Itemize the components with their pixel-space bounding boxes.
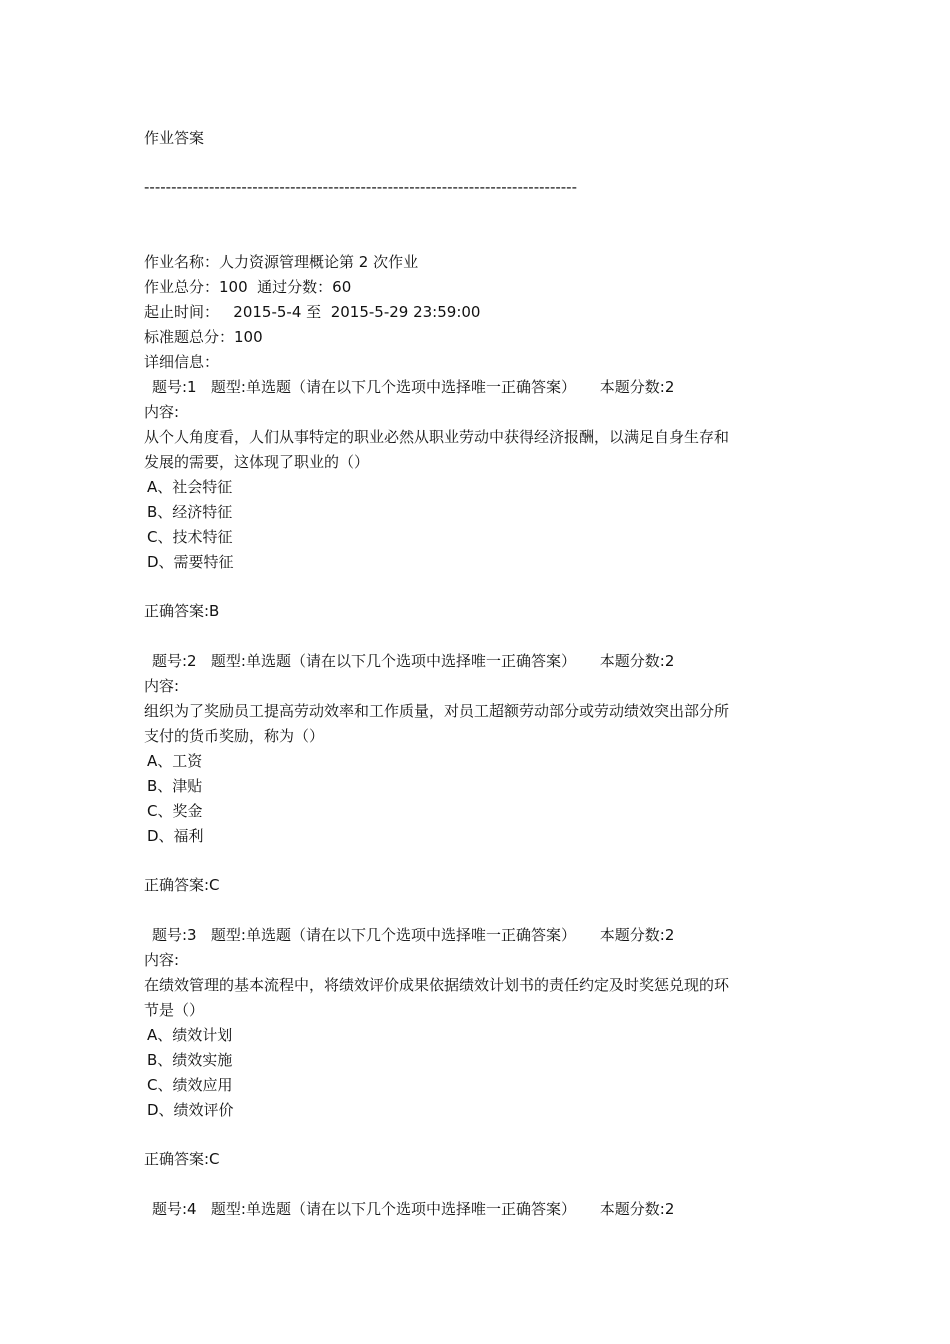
option-b: B、经济特征 <box>147 503 233 521</box>
question-header: 题号:1 题型:单选题（请在以下几个选项中选择唯一正确答案） 本题分数:2 <box>152 378 675 396</box>
assignment-score: 作业总分：100 通过分数：60 <box>144 278 352 296</box>
correct-answer: 正确答案:B <box>144 602 220 620</box>
option-c: C、奖金 <box>147 802 203 820</box>
option-d: D、福利 <box>147 827 204 845</box>
question-text: 从个人角度看，人们从事特定的职业必然从职业劳动中获得经济报酬，以满足自身生存和 <box>144 428 730 446</box>
option-a: A、工资 <box>147 752 203 770</box>
question-text: 发展的需要，这体现了职业的（） <box>144 453 370 471</box>
option-b: B、津贴 <box>147 777 203 795</box>
question-text: 在绩效管理的基本流程中，将绩效评价成果依据绩效计划书的责任约定及时奖惩兑现的环 <box>144 976 730 994</box>
separator-line: -------------------------------------------------------------------------------- <box>144 178 578 196</box>
question-text: 节是（） <box>144 1001 205 1019</box>
option-a: A、绩效计划 <box>147 1026 233 1044</box>
content-label: 内容: <box>144 951 180 969</box>
option-b: B、绩效实施 <box>147 1051 233 1069</box>
option-d: D、绩效评价 <box>147 1101 234 1119</box>
option-c: C、技术特征 <box>147 528 233 546</box>
correct-answer: 正确答案:C <box>144 876 220 894</box>
detail-label: 详细信息： <box>144 353 220 371</box>
assignment-name: 作业名称：人力资源管理概论第 2 次作业 <box>144 253 419 271</box>
content-label: 内容: <box>144 403 180 421</box>
question-text: 支付的货币奖励，称为（） <box>144 727 325 745</box>
question-header: 题号:4 题型:单选题（请在以下几个选项中选择唯一正确答案） 本题分数:2 <box>152 1200 675 1218</box>
option-c: C、绩效应用 <box>147 1076 233 1094</box>
option-d: D、需要特征 <box>147 553 234 571</box>
correct-answer: 正确答案:C <box>144 1150 220 1168</box>
document-title: 作业答案 <box>144 129 205 147</box>
question-header: 题号:2 题型:单选题（请在以下几个选项中选择唯一正确答案） 本题分数:2 <box>152 652 675 670</box>
assignment-time: 起止时间： 2015-5-4 至 2015-5-29 23:59:00 <box>144 303 481 321</box>
standard-score: 标准题总分：100 <box>144 328 263 346</box>
option-a: A、社会特征 <box>147 478 233 496</box>
question-header: 题号:3 题型:单选题（请在以下几个选项中选择唯一正确答案） 本题分数:2 <box>152 926 675 944</box>
question-text: 组织为了奖励员工提高劳动效率和工作质量，对员工超额劳动部分或劳动绩效突出部分所 <box>144 702 730 720</box>
content-label: 内容: <box>144 677 180 695</box>
